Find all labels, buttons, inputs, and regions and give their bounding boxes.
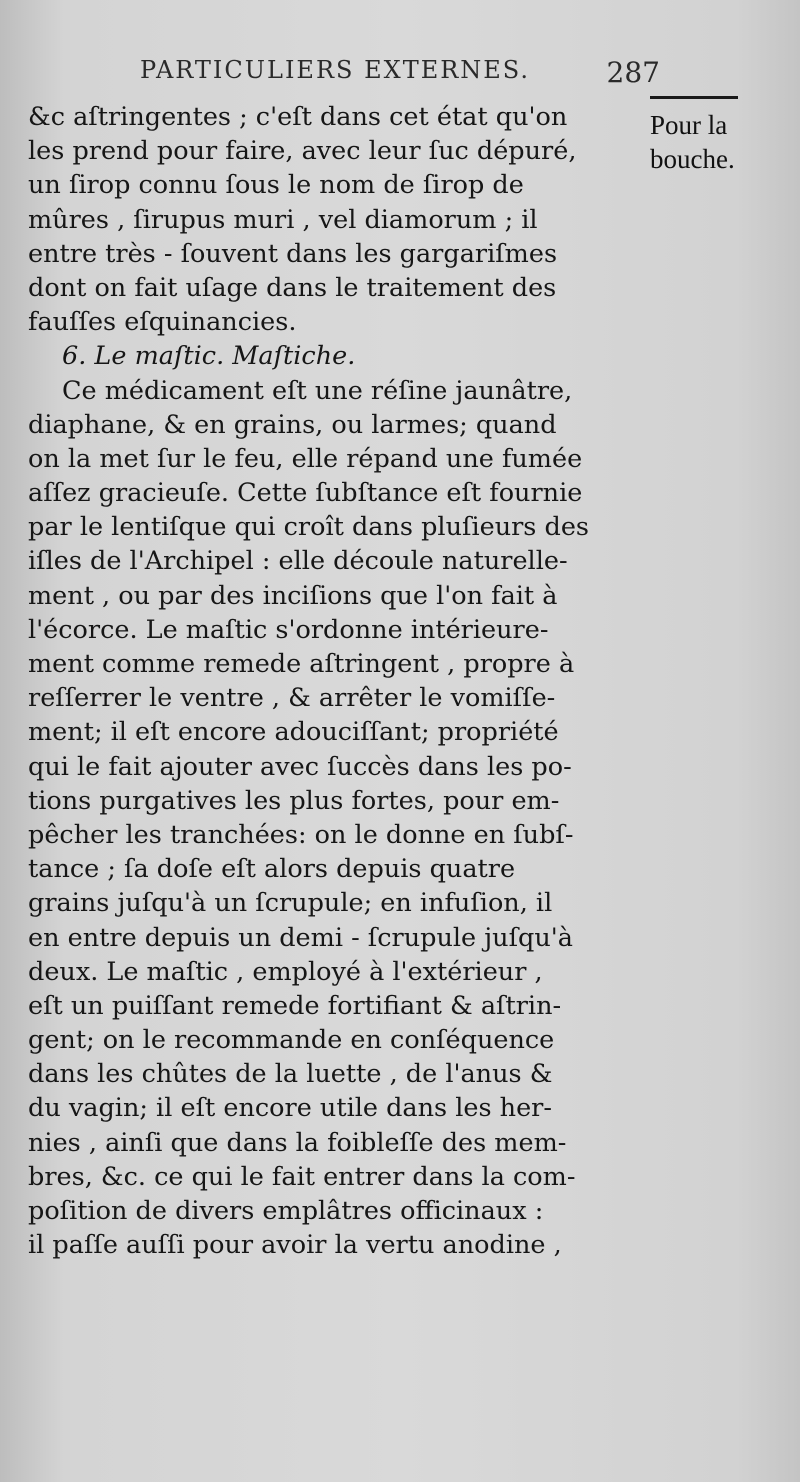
text-line: bres, &c. ce qui le fait entrer dans la com- <box>28 1161 576 1192</box>
text-line: les prend pour faire, avec leur ſuc dépuré, <box>28 136 577 167</box>
text-line: poſition de divers emplâtres officinaux : <box>28 1196 544 1226</box>
text-line: qui le fait ajouter avec ſuccès dans les po- <box>28 751 572 782</box>
text-line: il paſſe auſſi pour avoir la vertu anodine , <box>28 1230 562 1261</box>
text-line: ment , ou par des inciſions que l'on fait à <box>28 580 558 611</box>
page-header <box>140 56 660 89</box>
text-line: tance ; ſa doſe eſt alors depuis quatre <box>28 854 516 885</box>
margin-note <box>650 108 790 176</box>
running-head: PARTICULIERS EXTERNES. <box>140 56 531 84</box>
margin-rule <box>650 96 738 99</box>
text-line: eſt un puiſſant remede fortifiant & aſtrin- <box>28 990 562 1021</box>
text-line: par le lentiſque qui croît dans pluſieurs des <box>28 512 589 543</box>
text-line: nies , ainſi que dans la foibleſſe des mem- <box>28 1127 567 1158</box>
text-line: gent; on le recommande en conſéquence <box>28 1025 555 1056</box>
section-heading: 6. Le maſtic. Maſtiche. <box>62 341 356 372</box>
text-line: diaphane, & en grains, ou larmes; quand <box>28 409 557 440</box>
text-line: Ce médicament eſt une réſine jaunâtre, <box>62 375 573 406</box>
text-line: fauſſes eſquinancies. <box>28 307 297 338</box>
text-line: ment; il eſt encore adouciſſant; propriété <box>28 717 559 748</box>
text-line: deux. Le maſtic , employé à l'extérieur , <box>28 956 543 987</box>
text-line: mûres , ſirupus muri , vel diamorum ; il <box>28 204 538 235</box>
text-line: dont on fait uſage dans le traitement des <box>28 272 557 303</box>
text-line: &c aſtringentes ; c'eſt dans cet état qu'on <box>28 102 568 132</box>
text-line: on la met ſur le feu, elle répand une fumée <box>28 443 583 474</box>
text-line: dans les chûtes de la luette , de l'anus & <box>28 1059 553 1090</box>
page-number: 287 <box>606 56 660 89</box>
margin-note-line: Pour la <box>650 110 728 140</box>
text-line: du vagin; il eſt encore utile dans les her- <box>28 1093 552 1124</box>
text-line: grains juſqu'à un ſcrupule; en infuſion, il <box>28 888 553 919</box>
text-line: pêcher les tranchées: on le donne en ſubſ- <box>28 819 574 850</box>
text-line: ment comme remede aſtringent , propre à <box>28 649 575 679</box>
text-line: un ſirop connu ſous le nom de ſirop de <box>28 170 524 201</box>
text-line: entre très - ſouvent dans les gargariſmes <box>28 238 558 269</box>
text-line: aſſez gracieuſe. Cette ſubſtance eſt fournie <box>28 478 583 509</box>
text-line: tions purgatives les plus fortes, pour em- <box>28 785 560 816</box>
body-text <box>28 100 648 1262</box>
text-line: l'écorce. Le maſtic s'ordonne intérieure- <box>28 614 549 645</box>
margin-note-line: bouche. <box>650 144 735 174</box>
text-line: reſſerrer le ventre , & arrêter le vomiſſe- <box>28 683 556 714</box>
text-line: en entre depuis un demi - ſcrupule juſqu'à <box>28 922 573 953</box>
text-line: iſles de l'Archipel : elle découle naturelle- <box>28 546 568 577</box>
